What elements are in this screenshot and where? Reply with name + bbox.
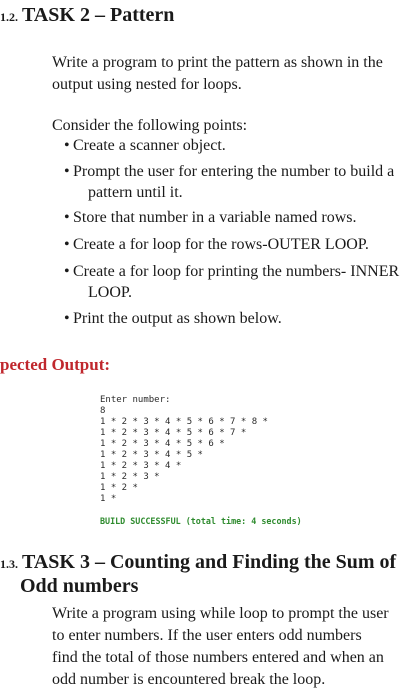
task2-title: TASK 2 – Pattern	[22, 4, 175, 26]
bullet-dot: •	[64, 263, 70, 280]
console-line: 1 * 2 * 3 * 4 * 5 * 6 *	[100, 439, 225, 449]
bullet-text: Store that number in a variable named rows.	[73, 209, 357, 226]
console-line: 1 *	[100, 494, 117, 504]
bullet-text-cont: pattern until it.	[88, 184, 183, 201]
console-output	[100, 395, 268, 505]
task3-body-line-4: odd number is encountered break the loop.	[52, 671, 326, 688]
console-line: 1 * 2 * 3 *	[100, 472, 160, 482]
task2-consider-heading: Consider the following points:	[52, 117, 248, 134]
build-status: BUILD SUCCESSFUL (total time: 4 seconds)	[100, 516, 302, 526]
task3-title-line-1: TASK 3 – Counting and Finding the Sum of	[22, 551, 397, 573]
task2-section-number: 1.2.	[0, 10, 18, 24]
console-line: 1 * 2 * 3 * 4 * 5 * 6 * 7 *	[100, 428, 247, 438]
task2-intro	[52, 52, 383, 96]
task2-intro-line-2: output using nested for loops.	[52, 76, 242, 93]
bullet-text-cont: LOOP.	[88, 284, 133, 301]
console-line: 8	[100, 406, 106, 416]
bullet-text: Create a for loop for printing the numbers- INNER	[73, 263, 400, 280]
bullet-text: Create a scanner object.	[73, 137, 226, 154]
task2-intro-line-1: Write a program to print the pattern as shown in the	[52, 54, 383, 71]
bullet-text: Prompt the user for entering the number to build a	[73, 163, 395, 180]
task3-body	[52, 603, 389, 691]
expected-output-label: pected Output:	[0, 355, 111, 374]
bullet-text: Create a for loop for the rows-OUTER LOOP.	[73, 236, 369, 253]
bullet-dot: •	[64, 209, 70, 226]
console-line: Enter number:	[100, 395, 171, 405]
bullet-dot: •	[64, 236, 70, 253]
task3-body-line-1: Write a program using while loop to prompt the user	[52, 605, 389, 622]
bullet-dot: •	[64, 310, 70, 327]
task2-heading	[0, 4, 174, 27]
console-line: 1 * 2 *	[100, 483, 138, 493]
console-line: 1 * 2 * 3 * 4 * 5 *	[100, 450, 203, 460]
console-line: 1 * 2 * 3 * 4 * 5 * 6 * 7 * 8 *	[100, 417, 268, 427]
bullet-dot: •	[64, 137, 70, 154]
task3-heading	[0, 551, 396, 574]
task3-title-line-2: Odd numbers	[20, 575, 139, 597]
bullet-dot: •	[64, 163, 70, 180]
console-line: 1 * 2 * 3 * 4 *	[100, 461, 182, 471]
task3-body-line-3: find the total of those numbers entered and when an	[52, 649, 384, 666]
task3-section-number: 1.3.	[0, 557, 18, 571]
task3-body-line-2: to enter numbers. If the user enters odd numbers	[52, 627, 362, 644]
bullet-text: Print the output as shown below.	[73, 310, 282, 327]
